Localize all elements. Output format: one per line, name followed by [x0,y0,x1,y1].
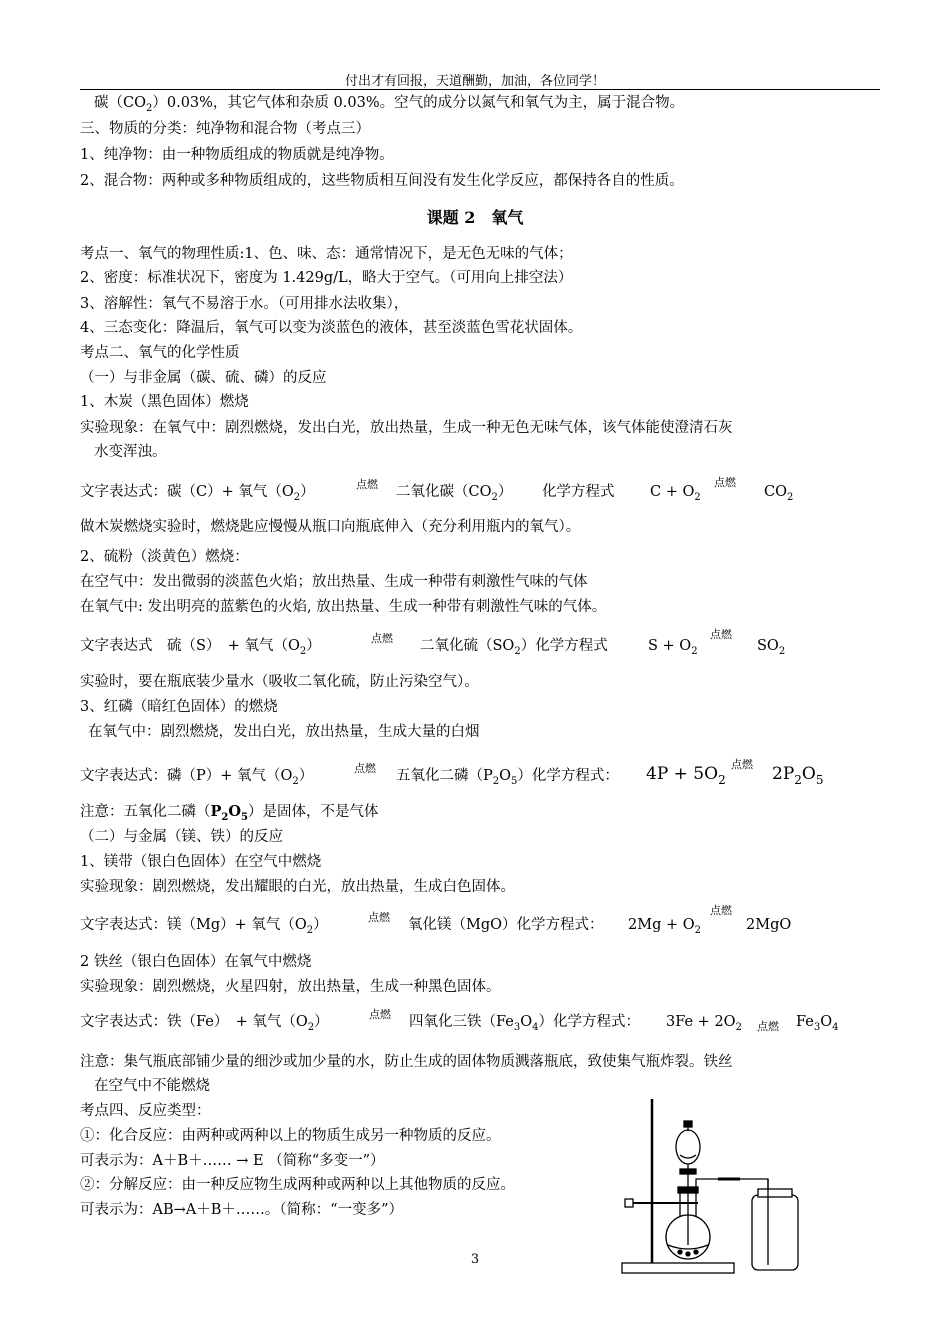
note-line: 在空气中不能燃烧 [94,1078,210,1094]
magnesium-chemical-product: 2MgO [746,917,792,933]
sulfur-word-product: 二氧化硫$(SO_2)$化学方程式 [420,638,608,657]
paragraph-line: 3、红磷（暗红色固体）的燃烧 [80,699,278,715]
carbon-word-product: 二氧化碳$(CO_2)$ [396,484,513,503]
paragraph-line: ②：分解反应：由一种反应物生成两种或两种以上其他物质的反应。 [80,1177,515,1193]
paragraph-line: 实验现象：剧烈燃烧，发出耀眼的白光，放出热量，生成白色固体。 [80,879,515,895]
iron-word-product: 四氧化三铁$(Fe_3O_4)$化学方程式： [409,1014,640,1033]
reaction-condition: 点燃 [369,1008,391,1021]
paragraph-line: 1、镁带（银白色固体）在空气中燃烧 [80,854,322,870]
paragraph-line: （一）与非金属（碳、硫、磷）的反应 [80,370,327,386]
paragraph-line: 水变浑浊。 [94,444,167,460]
paragraph-line: 在氧气中：剧烈燃烧，发出白光，放出热量，生成大量的白烟 [88,724,480,740]
paragraph-line: 碳$(CO_2)0.03\%$，其它气体和杂质 0.03%。空气的成分以氮气和氧气为主，属于混合物。 [94,95,685,114]
phosphorus-chemical-product: $2P_2O_5$ [772,764,824,787]
reaction-condition: 点燃 [714,476,736,489]
paragraph-line: 2 铁丝（银白色固体）在氧气中燃烧 [80,954,312,970]
paragraph-line: 可表示为：AB→A＋B＋……。（简称：“一变多”） [80,1202,403,1218]
phosphorus-word-product: 五氧化二磷$(P_2O_5)$化学方程式： [396,768,619,787]
note-line: 注意：集气瓶底部铺少量的细沙或加少量的水，防止生成的固体物质溅落瓶底，致使集气瓶炸裂。铁丝 [80,1054,733,1070]
sulfur-word-equation: 文字表达式 硫（S） + 氧气$(O_2)$ [80,638,321,657]
carbon-word-equation: 文字表达式：碳（C）+ 氧气$(O_2)$ [80,484,315,503]
reaction-condition: 点燃 [731,758,753,771]
section-heading: 三、物质的分类：纯净物和混合物（考点三） [80,121,370,137]
magnesium-chemical-reactants: $2Mg + O_2$ [628,917,701,936]
paragraph-line: 做木炭燃烧实验时，燃烧匙应慢慢从瓶口向瓶底伸入（充分利用瓶内的氧气）。 [80,519,581,535]
page-number: 3 [470,1252,480,1267]
paragraph-line: 实验时，要在瓶底装少量水（吸收二氧化硫，防止污染空气）。 [80,674,479,690]
reaction-condition: 点燃 [371,632,393,645]
paragraph-line: 2、密度：标准状况下，密度为 1.429g/L，略大于空气。（可用向上排空法） [80,270,573,286]
section-heading: 考点二、氧气的化学性质 [80,345,240,361]
phosphorus-word-equation: 文字表达式：磷（P）+ 氧气$(O_2)$ [80,768,314,787]
header-motto: 付出才有回报，天道酬勤，加油，各位同学！ [344,74,605,89]
phosphorus-chemical-reactants: $4P + 5O_2$ [646,764,726,787]
carbon-chemical-product: $CO_2$ [764,484,794,503]
sulfur-chemical-product: $SO_2$ [757,638,786,657]
iron-chemical-reactants: $3Fe + 2O_2$ [666,1014,742,1033]
reaction-condition: 点燃 [757,1020,779,1033]
paragraph-line: 在空气中：发出微弱的淡蓝色火焰；放出热量、生成一种带有刺激性气味的气体 [80,574,588,590]
reaction-condition: 点燃 [356,478,378,491]
iron-chemical-product: $Fe_3O_4$ [796,1014,839,1033]
section-heading: 考点四、反应类型： [80,1103,211,1119]
reaction-condition: 点燃 [710,904,732,917]
paragraph-line: ①：化合反应：由两种或两种以上的物质生成另一种物质的反应。 [80,1128,501,1144]
carbon-chemical-reactants: $C + O_2$ [650,484,701,503]
paragraph-line: 在氧气中: 发出明亮的蓝紫色的火焰, 放出热量、生成一种带有刺激性气味的气体。 [80,599,607,615]
paragraph-line: 1、纯净物：由一种物质组成的物质就是纯净物。 [80,147,394,163]
paragraph-line: 4、三态变化：降温后，氧气可以变为淡蓝色的液体，甚至淡蓝色雪花状固体。 [80,320,583,336]
header-rule [80,89,880,90]
sulfur-chemical-reactants: $S + O_2$ [648,638,698,657]
reaction-condition: 点燃 [354,762,376,775]
iron-word-equation: 文字表达式：铁（Fe） + 氧气$(O_2)$ [80,1014,329,1033]
paragraph-line: （二）与金属（镁、铁）的反应 [80,829,283,845]
paragraph-line: 1、木炭（黑色固体）燃烧 [80,394,249,410]
magnesium-word-product: 氧化镁（MgO）化学方程式： [408,917,604,933]
paragraph-line: 可表示为：A＋B＋…… → E （简称“多变一”） [80,1153,385,1169]
note-line: 注意：五氧化二磷$(P_2O_5)$是固体，不是气体 [80,803,379,823]
chemical-equation-label: 化学方程式 [542,484,615,500]
paragraph-line: 2、硫粉（淡黄色）燃烧： [80,549,249,565]
paragraph-line: 2、混合物：两种或多种物质组成的，这些物质相互间没有发生化学反应，都保持各自的性质。 [80,173,684,189]
lesson-title: 课题 2 氧气 [426,208,524,227]
paragraph-line: 考点一、氧气的物理性质:1、色、味、态：通常情况下，是无色无味的气体； [80,246,573,262]
paragraph-line: 3、溶解性：氧气不易溶于水。（可用排水法收集）， [80,296,409,312]
reaction-condition: 点燃 [368,911,390,924]
magnesium-word-equation: 文字表达式：镁（Mg）+ 氧气$(O_2)$ [80,917,328,936]
paragraph-line: 实验现象：在氧气中：剧烈燃烧，发出白光，放出热量，生成一种无色无味气体，该气体能使澄清石灰 [80,420,733,436]
reaction-condition: 点燃 [710,628,732,641]
paragraph-line: 实验现象：剧烈燃烧，火星四射，放出热量，生成一种黑色固体。 [80,979,501,995]
